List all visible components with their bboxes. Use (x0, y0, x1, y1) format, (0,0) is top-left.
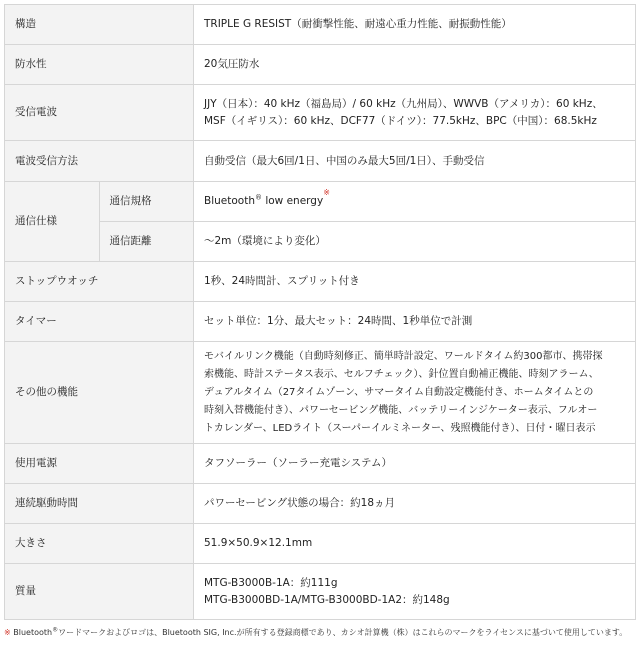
spec-value-line: MTG-B3000BD-1A/MTG-B3000BD-1A2：約148g (204, 593, 450, 606)
spec-row-stopwatch (5, 262, 636, 302)
spec-label: 電波受信方法 (5, 141, 194, 182)
spec-value-line: MSF（イギリス）：60 kHz、DCF77（ドイツ）：77.5kHz、BPC（中国）：68.5kHz (204, 114, 597, 127)
spec-value-line: デュアルタイム（27タイムゾーン、サマータイム自動設定機能付き、ホームタイムとの (204, 386, 594, 398)
footnote-text: ワードマークおよびロゴは、Bluetooth SIG, Inc.が所有する登録商標であり、カシオ計算機（株）はこれらのマークをライセンスに基づいて使用しています。 (58, 628, 628, 637)
note-mark: ※ (323, 188, 330, 197)
spec-row-size (5, 524, 636, 564)
spec-row-structure (5, 5, 636, 45)
spec-label: 使用電源 (5, 444, 194, 484)
spec-label: 構造 (5, 5, 194, 45)
spec-value: 20気圧防水 (194, 45, 636, 85)
spec-label: 通信仕様 (5, 182, 100, 262)
spec-row-radio-reception (5, 85, 636, 141)
spec-value: パワーセービング状態の場合：約18ヵ月 (194, 484, 636, 524)
spec-label: 受信電波 (5, 85, 194, 141)
spec-row-other-functions (5, 342, 636, 444)
spec-label: 大きさ (5, 524, 194, 564)
spec-value (194, 342, 636, 444)
spec-value (194, 85, 636, 141)
spec-value: 1秒、24時間計、スプリット付き (194, 262, 636, 302)
spec-value (194, 182, 636, 222)
spec-table (4, 4, 636, 620)
spec-sublabel: 通信規格 (99, 182, 194, 222)
spec-value: TRIPLE G RESIST（耐衝撃性能、耐遠心重力性能、耐振動性能） (194, 5, 636, 45)
spec-row-reception-method (5, 141, 636, 182)
spec-value: 自動受信（最大6回/1日、中国のみ最大5回/1日）、手動受信 (194, 141, 636, 182)
spec-label: 防水性 (5, 45, 194, 85)
spec-value-line: トカレンダー、LEDライト（スーパーイルミネーター、残照機能付き）、日付・曜日表示 (204, 422, 596, 434)
spec-label: その他の機能 (5, 342, 194, 444)
spec-label: タイマー (5, 302, 194, 342)
spec-value: セット単位：1分、最大セット：24時間、1秒単位で計測 (194, 302, 636, 342)
spec-value (194, 564, 636, 620)
spec-label: ストップウオッチ (5, 262, 194, 302)
spec-value-line: 索機能、時計ステータス表示、セルフチェック）、針位置自動補正機能、時刻アラーム、 (204, 368, 599, 380)
spec-value: タフソーラー（ソーラー充電システム） (194, 444, 636, 484)
spec-value-line: 時刻入替機能付き）、パワーセービング機能、バッテリーインジケーター表示、フルオー (204, 404, 598, 416)
spec-row-operating-time (5, 484, 636, 524)
spec-value-line: JJY（日本）：40 kHz（福島局）/ 60 kHz（九州局）、WWVB（アメリカ）：60 kHz、 (204, 97, 603, 110)
spec-value: 51.9×50.9×12.1mm (194, 524, 636, 564)
spec-row-communication-range (5, 222, 636, 262)
spec-row-power-source (5, 444, 636, 484)
spec-row-weight (5, 564, 636, 620)
note-mark: ※ (4, 628, 11, 637)
registered-mark: ® (52, 626, 59, 634)
footnote-brand: Bluetooth (13, 628, 53, 637)
registered-mark: ® (254, 193, 262, 202)
spec-value-line: モバイルリンク機能（自動時刻修正、簡単時計設定、ワールドタイム約300都市、携帯探 (204, 350, 603, 362)
spec-sublabel: 通信距離 (99, 222, 194, 262)
bluetooth-text: Bluetooth (204, 195, 255, 207)
spec-label: 連続駆動時間 (5, 484, 194, 524)
spec-value-line: MTG-B3000B-1A：約111g (204, 576, 338, 589)
spec-row-timer (5, 302, 636, 342)
spec-row-water-resistance (5, 45, 636, 85)
low-energy-text: low energy (261, 195, 324, 207)
footnote (4, 627, 636, 639)
spec-row-communication-standard (5, 182, 636, 222)
spec-label: 質量 (5, 564, 194, 620)
spec-value: ～2m（環境により変化） (194, 222, 636, 262)
